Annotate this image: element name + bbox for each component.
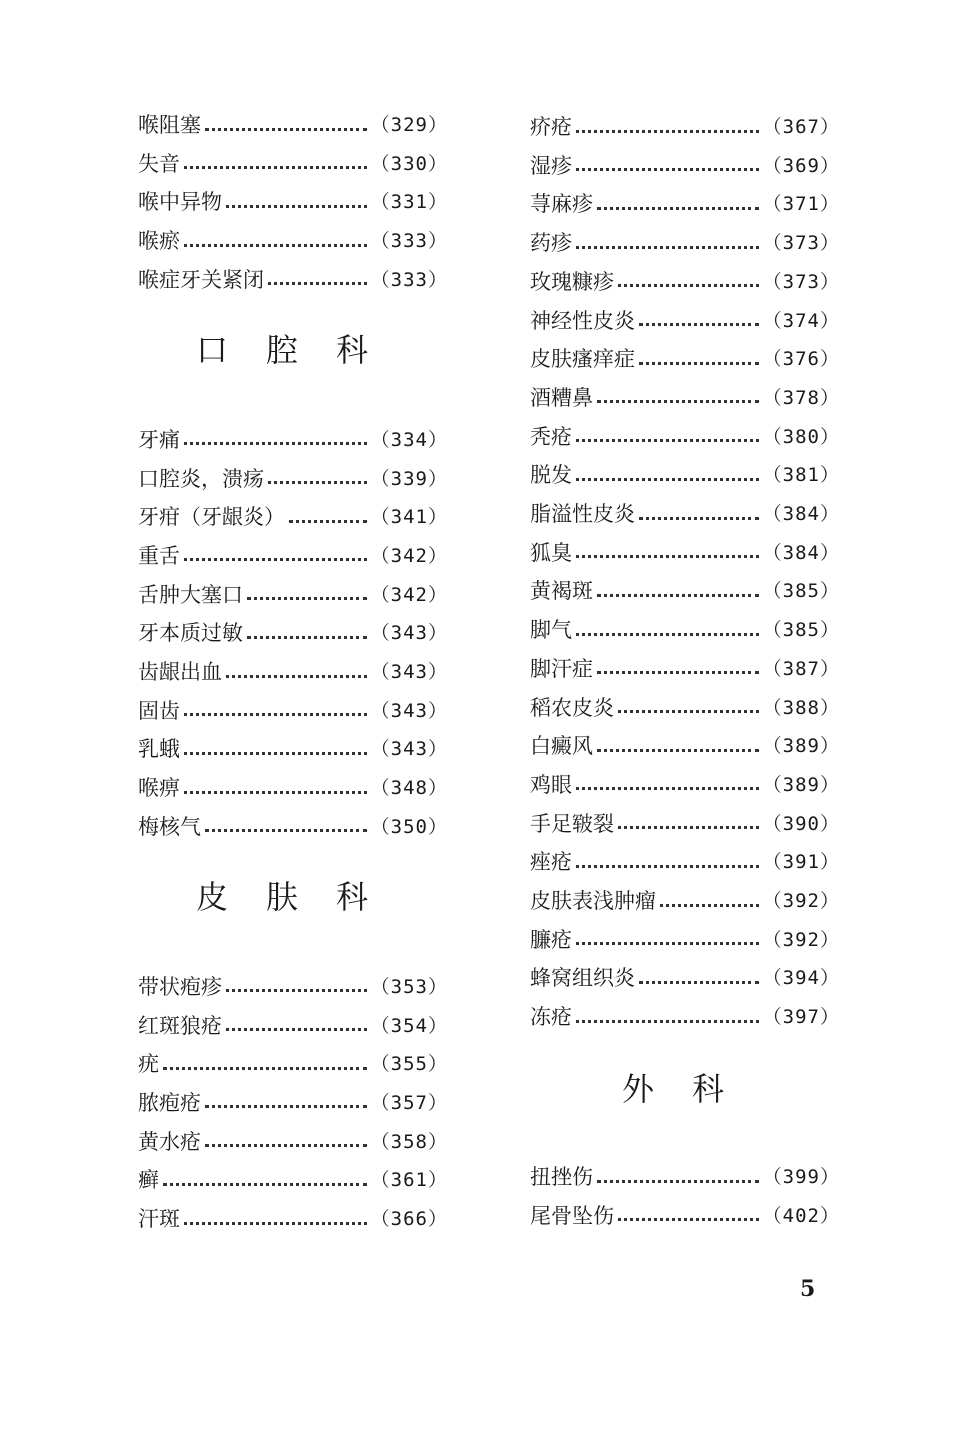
toc-entry-page: （388） xyxy=(762,696,840,719)
toc-entry xyxy=(530,189,840,219)
dot-leader xyxy=(639,981,759,984)
toc-entry-title: 秃疮 xyxy=(530,424,572,449)
dot-leader xyxy=(597,594,759,597)
dot-leader xyxy=(205,128,367,131)
toc-entry-title: 喉痹 xyxy=(138,776,180,801)
toc-entry-page: （373） xyxy=(762,270,840,293)
toc-entry-page: （389） xyxy=(762,773,840,796)
dot-leader xyxy=(226,989,367,992)
toc-entry-title: 手足皲裂 xyxy=(530,811,614,836)
section-heading: 外科 xyxy=(622,1070,763,1109)
toc-entry-title: 稻农皮炎 xyxy=(530,695,614,720)
toc-entry-page: （342） xyxy=(370,544,448,567)
dot-leader xyxy=(205,1105,367,1108)
toc-entry-page: （373） xyxy=(762,232,840,255)
dot-leader xyxy=(576,787,759,790)
toc-entry-title: 汗斑 xyxy=(138,1207,180,1231)
toc-entry-page: （392） xyxy=(762,890,840,912)
dot-leader xyxy=(576,942,759,945)
toc-entry xyxy=(138,696,448,726)
dot-leader xyxy=(205,829,367,832)
toc-entry xyxy=(138,265,448,295)
toc-entry-title: 脱发 xyxy=(530,463,572,488)
toc-entry xyxy=(530,693,840,723)
dot-leader xyxy=(247,636,367,639)
toc-entry xyxy=(530,654,840,684)
toc-entry xyxy=(530,228,840,258)
toc-entry xyxy=(138,1204,448,1234)
dot-leader xyxy=(184,752,367,755)
toc-entry-title: 牙本质过敏 xyxy=(138,621,243,646)
toc-entry-title: 药疹 xyxy=(530,231,572,256)
toc-entry-title: 红斑狼疮 xyxy=(138,1013,222,1038)
toc-entry-title: 狐臭 xyxy=(530,540,572,565)
dot-leader xyxy=(576,865,759,868)
toc-entry-page: （369） xyxy=(762,154,840,177)
toc-entry-page: （358） xyxy=(370,1130,448,1153)
toc-entry-page: （334） xyxy=(370,428,448,451)
toc-entry-title: 臁疮 xyxy=(530,927,572,952)
dot-leader xyxy=(597,400,759,403)
toc-entry-page: （391） xyxy=(762,851,840,874)
toc-entry-page: （381） xyxy=(762,464,840,487)
toc-entry xyxy=(138,1127,448,1157)
dot-leader xyxy=(226,675,367,678)
toc-entry-title: 舌肿大塞口 xyxy=(138,582,243,607)
toc-entry xyxy=(138,1011,448,1041)
dot-leader xyxy=(226,205,367,208)
dot-leader xyxy=(163,1183,367,1186)
toc-entry-page: （394） xyxy=(762,967,840,990)
toc-entry xyxy=(530,770,840,800)
toc-entry xyxy=(530,1201,840,1231)
toc-entry-page: （376） xyxy=(762,348,840,371)
toc-entry-title: 鸡眼 xyxy=(530,772,572,797)
dot-leader xyxy=(184,713,367,716)
toc-entry-page: （343） xyxy=(370,738,448,761)
toc-entry xyxy=(138,502,448,532)
dot-leader xyxy=(576,1020,759,1023)
toc-entry-title: 神经性皮炎 xyxy=(530,308,635,333)
toc-entry-page: （371） xyxy=(762,193,840,216)
toc-entry-title: 脚气 xyxy=(530,618,572,643)
toc-entry-page: （366） xyxy=(370,1208,448,1230)
toc-entry xyxy=(138,657,448,687)
dot-leader xyxy=(618,710,759,713)
toc-entry xyxy=(138,580,448,610)
toc-entry xyxy=(138,425,448,455)
toc-entry xyxy=(138,812,448,842)
dot-leader xyxy=(618,1218,759,1221)
toc-entry-title: 喉症牙关紧闭 xyxy=(138,267,264,292)
toc-entry xyxy=(138,773,448,803)
dot-leader xyxy=(184,791,367,794)
toc-entry xyxy=(530,267,840,297)
toc-entry-title: 喉中异物 xyxy=(138,190,222,215)
toc-entry-title: 疥疮 xyxy=(530,115,572,139)
dot-leader xyxy=(576,439,759,442)
toc-entry xyxy=(530,731,840,761)
toc-entry-title: 痤疮 xyxy=(530,850,572,875)
toc-entry-page: （384） xyxy=(762,541,840,564)
toc-entry xyxy=(530,615,840,645)
toc-entry-title: 疣 xyxy=(138,1052,159,1077)
toc-entry xyxy=(530,809,840,839)
dot-leader xyxy=(597,749,759,752)
toc-entry-page: （329） xyxy=(370,114,448,136)
toc-entry-page: （355） xyxy=(370,1053,448,1076)
toc-entry xyxy=(138,1049,448,1079)
dot-leader xyxy=(576,246,759,249)
toc-entry xyxy=(138,464,448,494)
toc-entry-page: （367） xyxy=(762,116,840,138)
dot-leader xyxy=(289,520,367,523)
toc-entry xyxy=(530,963,840,993)
toc-entry-page: （339） xyxy=(370,467,448,490)
toc-entry-page: （343） xyxy=(370,699,448,722)
toc-entry-page: （390） xyxy=(762,812,840,835)
toc-entry xyxy=(530,151,840,181)
toc-entry-page: （331） xyxy=(370,191,448,214)
toc-entry-page: （343） xyxy=(370,622,448,645)
toc-entry-title: 固齿 xyxy=(138,698,180,723)
toc-entry-title: 酒糟鼻 xyxy=(530,385,593,410)
toc-entry-page: （385） xyxy=(762,619,840,642)
toc-entry xyxy=(138,226,448,256)
toc-entry xyxy=(530,112,840,142)
dot-leader xyxy=(576,555,759,558)
toc-entry-page: （374） xyxy=(762,309,840,332)
dot-leader xyxy=(597,1180,759,1183)
toc-entry-page: （384） xyxy=(762,503,840,525)
toc-entry-title: 癣 xyxy=(138,1168,159,1193)
toc-entry-page: （354） xyxy=(370,1014,448,1037)
dot-leader xyxy=(184,244,367,247)
toc-entry-title: 失音 xyxy=(138,151,180,176)
toc-entry xyxy=(138,1088,448,1118)
toc-entry xyxy=(530,847,840,877)
toc-entry-title: 皮肤表浅肿瘤 xyxy=(530,889,656,913)
toc-entry-page: （389） xyxy=(762,735,840,758)
toc-entry xyxy=(530,886,840,916)
toc-entry xyxy=(138,1165,448,1195)
dot-leader xyxy=(576,478,759,481)
toc-entry xyxy=(530,925,840,955)
toc-entry-title: 黄褐斑 xyxy=(530,579,593,604)
toc-entry-page: （333） xyxy=(370,268,448,291)
toc-entry xyxy=(530,383,840,413)
dot-leader xyxy=(576,130,759,133)
toc-entry-title: 蜂窝组织炎 xyxy=(530,966,635,991)
dot-leader xyxy=(268,481,367,484)
toc-entry-title: 白癜风 xyxy=(530,734,593,759)
dot-leader xyxy=(597,671,759,674)
toc-entry-page: （343） xyxy=(370,661,448,683)
toc-entry xyxy=(138,972,448,1002)
toc-entry xyxy=(530,422,840,452)
toc-entry-title: 梅核气 xyxy=(138,814,201,839)
dot-leader xyxy=(597,207,759,210)
toc-entry-title: 牙疳（牙龈炎） xyxy=(138,505,285,530)
dot-leader xyxy=(247,597,367,600)
toc-entry xyxy=(530,344,840,374)
toc-entry-title: 喉瘀 xyxy=(138,229,180,254)
toc-entry-title: 脚汗症 xyxy=(530,656,593,681)
page-number: 5 xyxy=(800,1276,816,1302)
toc-entry-page: （342） xyxy=(370,583,448,606)
dot-leader xyxy=(226,1028,367,1031)
toc-entry xyxy=(138,541,448,571)
toc-entry-page: （378） xyxy=(762,386,840,409)
dot-leader xyxy=(576,633,759,636)
toc-entry xyxy=(530,538,840,568)
dot-leader xyxy=(618,826,759,829)
toc-entry-page: （380） xyxy=(762,425,840,448)
toc-entry-page: （333） xyxy=(370,230,448,253)
toc-entry-title: 乳蛾 xyxy=(138,737,180,762)
dot-leader xyxy=(184,166,367,169)
toc-entry-page: （341） xyxy=(370,506,448,529)
toc-entry-title: 喉阻塞 xyxy=(138,113,201,137)
dot-leader xyxy=(576,168,759,171)
toc-entry-title: 荨麻疹 xyxy=(530,192,593,217)
toc-entry-title: 玫瑰糠疹 xyxy=(530,269,614,294)
toc-entry xyxy=(138,734,448,764)
toc-entry-page: （348） xyxy=(370,777,448,800)
toc-entry-page: （353） xyxy=(370,975,448,998)
toc-entry-title: 牙痛 xyxy=(138,427,180,452)
dot-leader xyxy=(184,1222,367,1225)
dot-leader xyxy=(639,362,759,365)
toc-entry-title: 扭挫伤 xyxy=(530,1165,593,1190)
toc-entry xyxy=(530,1162,840,1192)
toc-entry-title: 带状疱疹 xyxy=(138,974,222,999)
dot-leader xyxy=(639,323,759,326)
section-heading: 口腔科 xyxy=(196,330,407,369)
toc-entry-page: （361） xyxy=(370,1169,448,1192)
toc-entry-title: 尾骨坠伤 xyxy=(530,1203,614,1228)
toc-entry-page: （357） xyxy=(370,1091,448,1114)
dot-leader xyxy=(268,282,367,285)
toc-entry-title: 齿龈出血 xyxy=(138,660,222,684)
toc-entry-page: （330） xyxy=(370,152,448,175)
toc-entry-page: （387） xyxy=(762,657,840,680)
toc-entry-page: （385） xyxy=(762,580,840,603)
dot-leader xyxy=(660,904,759,907)
toc-entry xyxy=(530,306,840,336)
dot-leader xyxy=(184,558,367,561)
dot-leader xyxy=(205,1144,367,1147)
dot-leader xyxy=(639,517,759,520)
toc-entry-title: 脓疱疮 xyxy=(138,1090,201,1115)
toc-entry xyxy=(138,187,448,217)
toc-entry xyxy=(138,149,448,179)
toc-entry-title: 黄水疮 xyxy=(138,1129,201,1154)
toc-entry-page: （392） xyxy=(762,928,840,951)
toc-entry-page: （397） xyxy=(762,1006,840,1029)
toc-entry-title: 皮肤瘙痒症 xyxy=(530,347,635,372)
dot-leader xyxy=(163,1067,367,1070)
toc-entry-page: （350） xyxy=(370,815,448,838)
toc-entry xyxy=(530,1002,840,1032)
toc-entry xyxy=(530,460,840,490)
dot-leader xyxy=(184,442,367,445)
toc-entry xyxy=(138,618,448,648)
toc-entry xyxy=(530,576,840,606)
toc-entry-title: 重舌 xyxy=(138,543,180,568)
toc-entry-title: 脂溢性皮炎 xyxy=(530,502,635,526)
toc-entry-page: （402） xyxy=(762,1204,840,1227)
dot-leader xyxy=(618,284,759,287)
toc-entry-page: （399） xyxy=(762,1166,840,1189)
section-heading: 皮肤科 xyxy=(196,877,407,916)
toc-entry-title: 湿疹 xyxy=(530,153,572,178)
toc-entry xyxy=(530,499,840,529)
toc-entry-title: 口腔炎，溃疡 xyxy=(138,466,264,491)
toc-entry xyxy=(138,110,448,140)
toc-entry-title: 冻疮 xyxy=(530,1005,572,1030)
